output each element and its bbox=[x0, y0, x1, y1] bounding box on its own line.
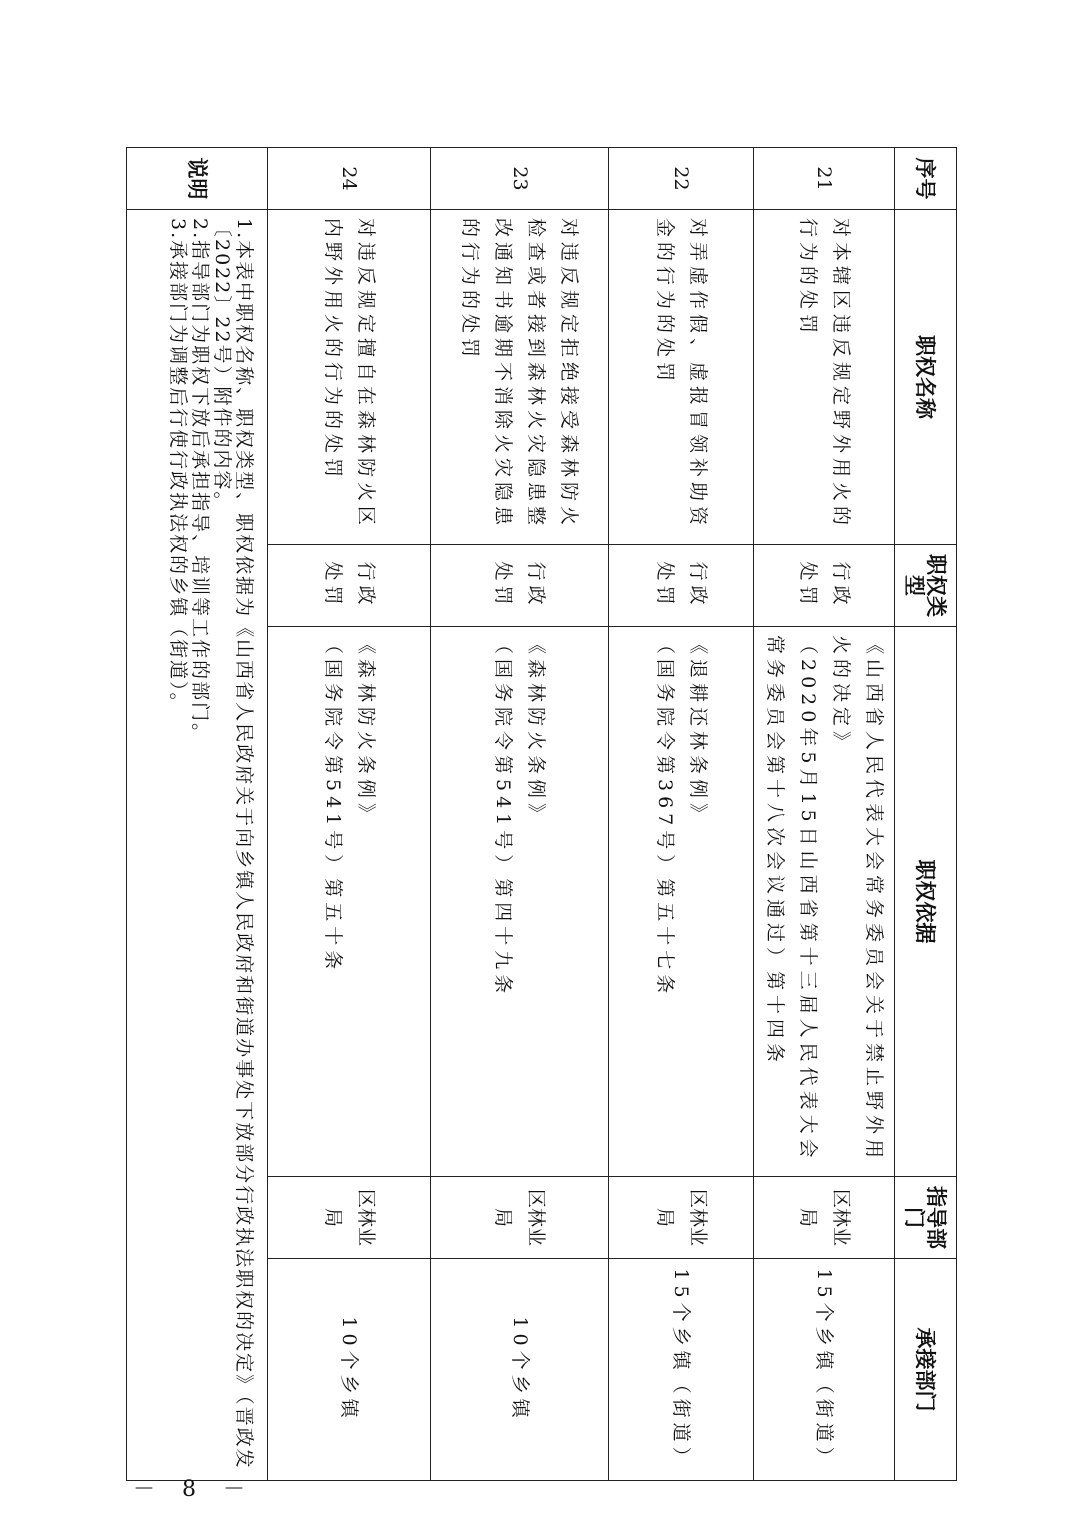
cell-guide: 区林业局 bbox=[754, 1177, 895, 1259]
cell-recv: 10个乡镇 bbox=[268, 1259, 431, 1481]
basis-title: 《森林防火条例》 bbox=[355, 635, 377, 828]
page-number: － 8 － bbox=[133, 1477, 255, 1502]
cell-type: 行政处罚 bbox=[754, 545, 895, 627]
cell-type: 行政处罚 bbox=[268, 545, 431, 627]
note-line-3: 3.承接部门为调整后行使行政执法权的乡镇（街道）。 bbox=[167, 218, 189, 714]
note-line-1: 1.本表中职权名称、职权类型、职权依据为《山西省人民政府关于向乡镇人民政府和街道办事处下放部分行政执法职权的决定》（晋政发〔2022〕22号）附件的内容。 bbox=[211, 218, 255, 1470]
cell-basis bbox=[431, 627, 609, 1177]
cell-recv: 10个乡镇 bbox=[431, 1259, 609, 1481]
header-basis: 职权依据 bbox=[895, 627, 957, 1177]
cell-seq: 23 bbox=[431, 148, 609, 210]
cell-name: 对违反规定拒绝接受森林防火检查或者接到森林火灾隐患整改通知书逾期不消除火灾隐患的行为的处罚 bbox=[431, 210, 609, 545]
cell-guide: 区林业局 bbox=[609, 1177, 754, 1259]
note-row bbox=[127, 148, 268, 1481]
cell-guide: 区林业局 bbox=[268, 1177, 431, 1259]
basis-title: 《山西省人民代表大会常务委员会关于禁止野外用火的决定》 bbox=[830, 635, 885, 1164]
header-recv: 承接部门 bbox=[895, 1259, 957, 1481]
note-line-2: 2.指导部门为职权下放后承担指导、培训等工作的部门。 bbox=[189, 218, 211, 745]
cell-name: 对违反规定擅自在森林防火区内野外用火的行为的处罚 bbox=[268, 210, 431, 545]
cell-guide: 区林业局 bbox=[431, 1177, 609, 1259]
header-type: 职权类型 bbox=[895, 545, 957, 627]
table-row bbox=[268, 148, 431, 1481]
table-row bbox=[431, 148, 609, 1481]
cell-basis bbox=[609, 627, 754, 1177]
cell-basis bbox=[268, 627, 431, 1177]
cell-seq: 22 bbox=[609, 148, 754, 210]
basis-detail: （2020年5月15日山西省第十三届人民代表大会常务委员会第十八次会议通过）第十四条 bbox=[764, 635, 819, 1163]
cell-name: 对本辖区违反规定野外用火的行为的处罚 bbox=[754, 210, 895, 545]
rotated-table-container bbox=[135, 147, 957, 1480]
note-content bbox=[127, 210, 268, 1481]
cell-recv: 15个乡镇（街道） bbox=[754, 1259, 895, 1481]
cell-seq: 21 bbox=[754, 148, 895, 210]
basis-detail: （国务院令第541号）第五十条 bbox=[322, 635, 344, 975]
basis-title: 《退耕还林条例》 bbox=[687, 635, 709, 828]
table-header-row bbox=[895, 148, 957, 1481]
basis-detail: （国务院令第367号）第五十七条 bbox=[654, 635, 676, 999]
basis-detail: （国务院令第541号）第四十九条 bbox=[492, 635, 515, 999]
header-guide: 指导部门 bbox=[895, 1177, 957, 1259]
header-name: 职权名称 bbox=[895, 210, 957, 545]
cell-type: 行政处罚 bbox=[431, 545, 609, 627]
table-row bbox=[754, 148, 895, 1481]
basis-title: 《森林防火条例》 bbox=[525, 635, 548, 828]
cell-basis bbox=[754, 627, 895, 1177]
authority-table bbox=[126, 147, 957, 1481]
cell-type: 行政处罚 bbox=[609, 545, 754, 627]
cell-name: 对弄虚作假、虚报冒领补助资金的行为的处罚 bbox=[609, 210, 754, 545]
note-label: 说明 bbox=[127, 148, 268, 210]
table-row bbox=[609, 148, 754, 1481]
cell-recv: 15个乡镇（街道） bbox=[609, 1259, 754, 1481]
cell-seq: 24 bbox=[268, 148, 431, 210]
header-seq: 序号 bbox=[895, 148, 957, 210]
